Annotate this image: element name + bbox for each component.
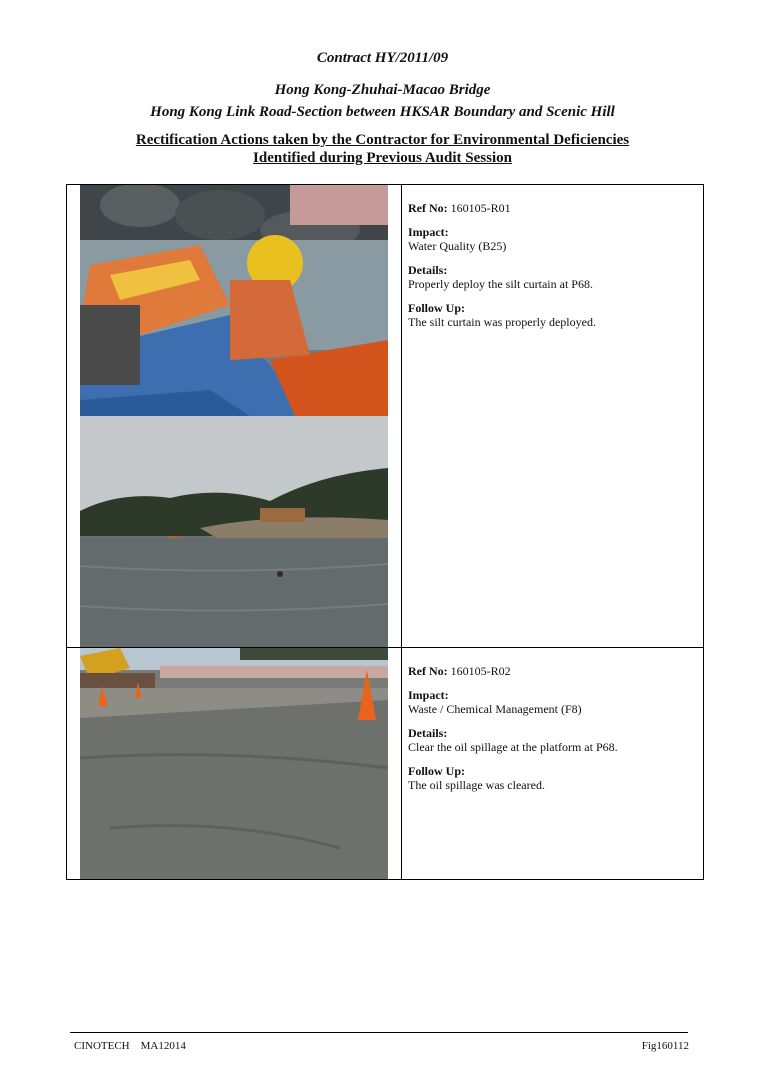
impact-value: Water Quality (B25) (408, 239, 507, 253)
document-subtitle: Identified during Previous Audit Session (253, 150, 512, 166)
follow-up-label: Follow Up: (408, 764, 465, 778)
contract-number: Contract HY/2011/09 (316, 50, 449, 66)
entry-details (402, 185, 703, 329)
follow-up-value: The silt curtain was properly deployed. (408, 315, 596, 329)
impact-label: Impact: (408, 225, 449, 239)
details-cell (402, 648, 704, 880)
impact-value: Waste / Chemical Management (F8) (408, 702, 582, 716)
details-value: Properly deploy the silt curtain at P68. (408, 277, 593, 291)
rectification-table (66, 184, 704, 880)
impact-label: Impact: (408, 688, 449, 702)
follow-up-label: Follow Up: (408, 301, 465, 315)
details-value: Clear the oil spillage at the platform at P68. (408, 740, 618, 754)
details-cell (402, 185, 704, 648)
photo-group (80, 185, 388, 647)
ref-no-value: 160105-R02 (450, 664, 511, 678)
photo-cell (67, 185, 402, 648)
footer-divider (70, 1032, 688, 1033)
photo-shoreline-silt-curtain (80, 416, 388, 647)
project-section: Hong Kong Link Road-Section between HKSAR Boundary and Scenic Hill (150, 104, 615, 120)
details-label: Details: (408, 263, 448, 277)
project-name: Hong Kong-Zhuhai-Macao Bridge (274, 82, 491, 98)
follow-up-value: The oil spillage was cleared. (408, 778, 545, 792)
table-row (67, 185, 704, 648)
footer-figure-id: Fig160112 (641, 1040, 689, 1052)
ref-no-label: Ref No: (408, 664, 448, 678)
ref-no-value: 160105-R01 (450, 201, 511, 215)
footer-company: CINOTECH MA12014 (74, 1040, 186, 1052)
photo-worker-silt-curtain (80, 185, 388, 416)
photo-cleared-platform (80, 648, 388, 879)
ref-no-label: Ref No: (408, 201, 448, 215)
photo-cell (67, 648, 402, 880)
table-row (67, 648, 704, 880)
photo-group (80, 648, 388, 879)
details-label: Details: (408, 726, 448, 740)
document-title: Rectification Actions taken by the Contractor for Environmental Deficiencies (135, 132, 630, 148)
entry-details (402, 648, 703, 792)
